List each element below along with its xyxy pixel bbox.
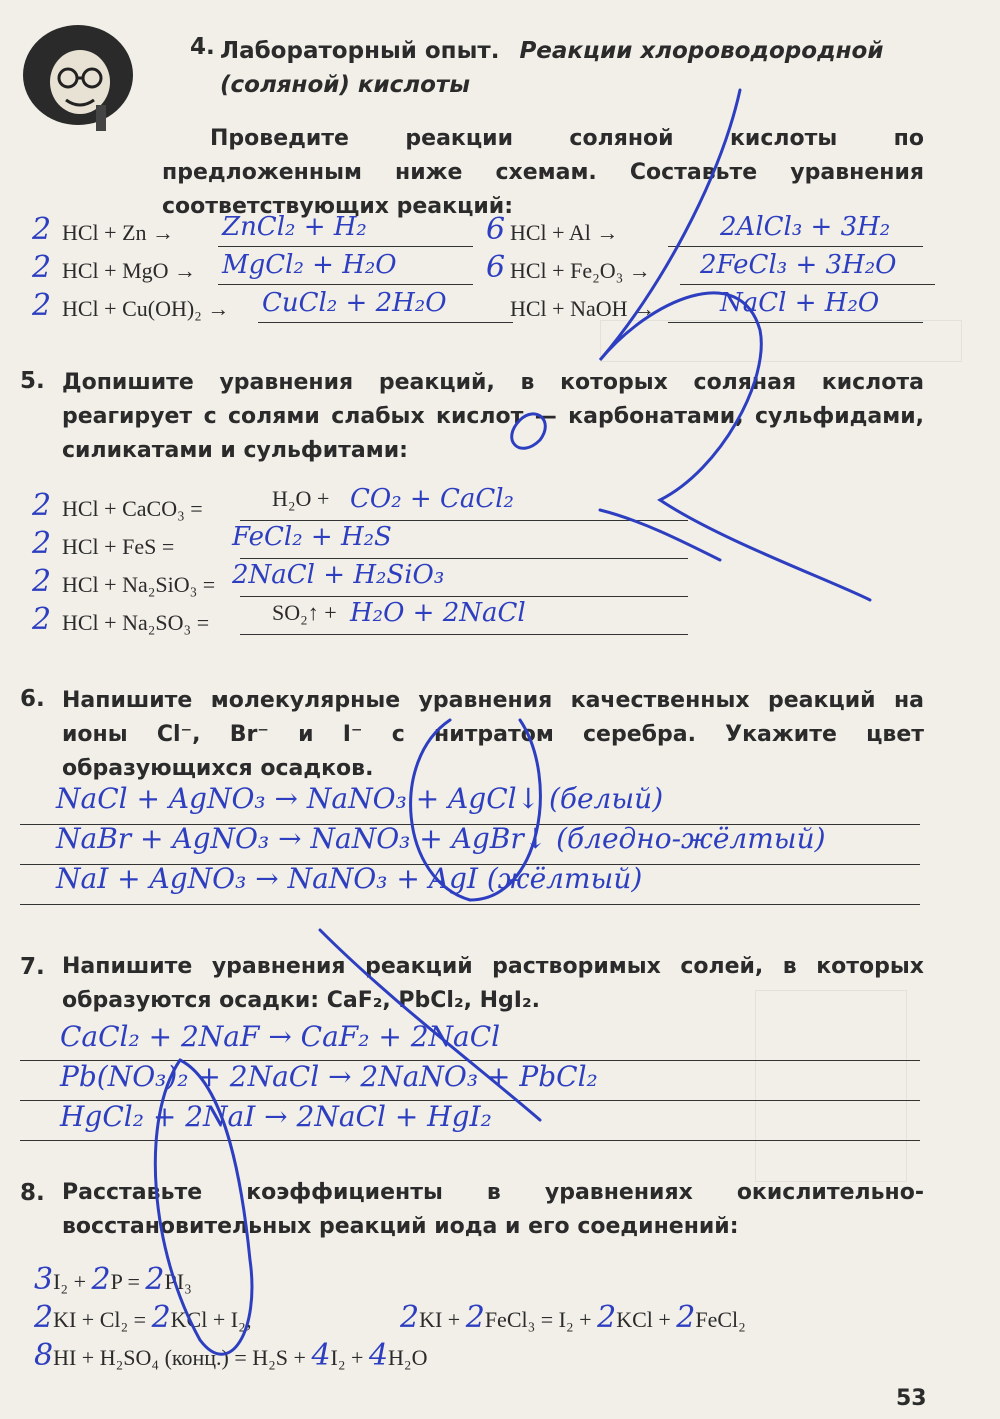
printed-product: SO₂↑ + [272,600,337,625]
eq-part: KI + [419,1307,461,1332]
equation: HCl + CaCO₃ = [62,496,203,521]
coef: 2 [400,1300,420,1335]
coef: 2 [145,1262,165,1297]
task-6-text: Напишите молекулярные уравнения качественных реакций на ионы Cl⁻, Br⁻ и I⁻ с нитратом серебра. Укажите цвет образующихся осадков. [62,688,924,781]
equation-right: HCl + Al → [510,220,619,245]
answer: NaCl + AgNO₃ → NaNO₃ + AgCl↓ (белый) [56,782,664,815]
answer: NaCl + H₂O [720,288,880,318]
answer: Pb(NO₃)₂ + 2NaCl → 2NaNO₃ + PbCl₂ [60,1060,598,1093]
equation: HCl + Na₂SiO₃ = [62,572,216,597]
coef: 8 [34,1338,54,1373]
page-number: 53 [896,1386,927,1411]
answer: 2AlCl₃ + 3H₂ [720,212,891,242]
task-7-text: Напишите уравнения реакций растворимых солей, в которых образуются осадки: CaF₂, PbCl₂, HgI₂. [62,954,924,1013]
eq-part: FeCl₃ = I₂ + [484,1307,592,1332]
coef: 2 [34,1300,54,1335]
answer: MgCl₂ + H₂O [222,250,397,280]
answer: NaBr + AgNO₃ → NaNO₃ + AgBr↓ (бледно-жёлтый) [56,822,826,855]
coef: 6 [486,250,506,285]
coef: 2 [151,1300,171,1335]
task-5-text: Допишите уравнения реакций, в которых соляная кислота реагирует с солями слабых кислот — карбонатами, сульфидами, силикатами и сульфитами: [62,370,924,463]
coef: 2 [32,212,52,247]
eq-part: HI + H₂SO₄ (конц.) = H₂S + [53,1345,306,1370]
eq-part: I₂ + [330,1345,364,1370]
equation: HCl + Na₂SO₃ = [62,610,210,635]
task-7-number: 7. [20,954,45,980]
eq-part: KI + Cl₂ = [53,1307,147,1332]
answer: CuCl₂ + 2H₂O [262,288,447,318]
task-8-text: Расставьте коэффициенты в уравнениях окислительно-восстановительных реакций иода и его соединений: [62,1180,924,1239]
coef: 3 [34,1262,54,1297]
task-4-intro: Проведите реакции соляной кислоты по предложенным ниже схемам. Составьте уравнения соответствующих реакций: [162,126,924,219]
task-5-number: 5. [20,368,45,394]
task-4-title-plain: Лабораторный опыт. [220,38,500,64]
answer: ZnCl₂ + H₂ [222,212,367,242]
coef: 2 [32,526,52,561]
equation: HCl + FeS = [62,534,175,559]
eq-part: PI₃ [164,1269,192,1294]
coef: 6 [486,212,506,247]
coef: 2 [465,1300,485,1335]
answer: HgCl₂ + 2NaI → 2NaCl + HgI₂ [60,1100,492,1133]
eq-part: H₂O [388,1345,428,1370]
answer: CO₂ + CaCl₂ [350,484,514,514]
eq-part: FeCl₂ [695,1307,746,1332]
task-6-number: 6. [20,686,45,712]
coef: 2 [32,288,52,323]
coef: 4 [311,1338,331,1373]
equation-left: HCl + Cu(OH)₂ → [62,296,230,321]
task-4-number: 4. [190,34,215,60]
answer: FeCl₂ + H₂S [232,522,392,552]
coef: 2 [32,564,52,599]
equation-right: HCl + NaOH → [510,296,656,321]
coef: 2 [32,602,52,637]
coef: 2 [597,1300,617,1335]
equation-right: HCl + Fe₂O₃ → [510,258,651,283]
equation-left: HCl + Zn → [62,220,175,245]
eq-part: KCl + [616,1307,671,1332]
eq-part: KCl + I₂; [170,1307,252,1332]
printed-product: H₂O + [272,486,330,511]
coef: 2 [91,1262,111,1297]
answer: 2FeCl₃ + 3H₂O [700,250,897,280]
answer: NaI + AgNO₃ → NaNO₃ + AgI (жёлтый) [56,862,643,895]
coef: 2 [676,1300,696,1335]
answer: 2NaCl + H₂SiO₃ [232,560,445,590]
coef: 2 [32,488,52,523]
coef: 4 [368,1338,389,1373]
coef: 2 [32,250,52,285]
equation-left: HCl + MgO → [62,258,197,283]
task-4-title-italic: Реакции хлороводородной (соляной) кислоты [220,38,884,98]
eq-part: P = [110,1269,140,1294]
answer: H₂O + 2NaCl [350,598,526,628]
answer: CaCl₂ + 2NaF → CaF₂ + 2NaCl [60,1020,501,1053]
eq-part: I₂ + [53,1269,86,1294]
task-8-number: 8. [20,1180,45,1206]
